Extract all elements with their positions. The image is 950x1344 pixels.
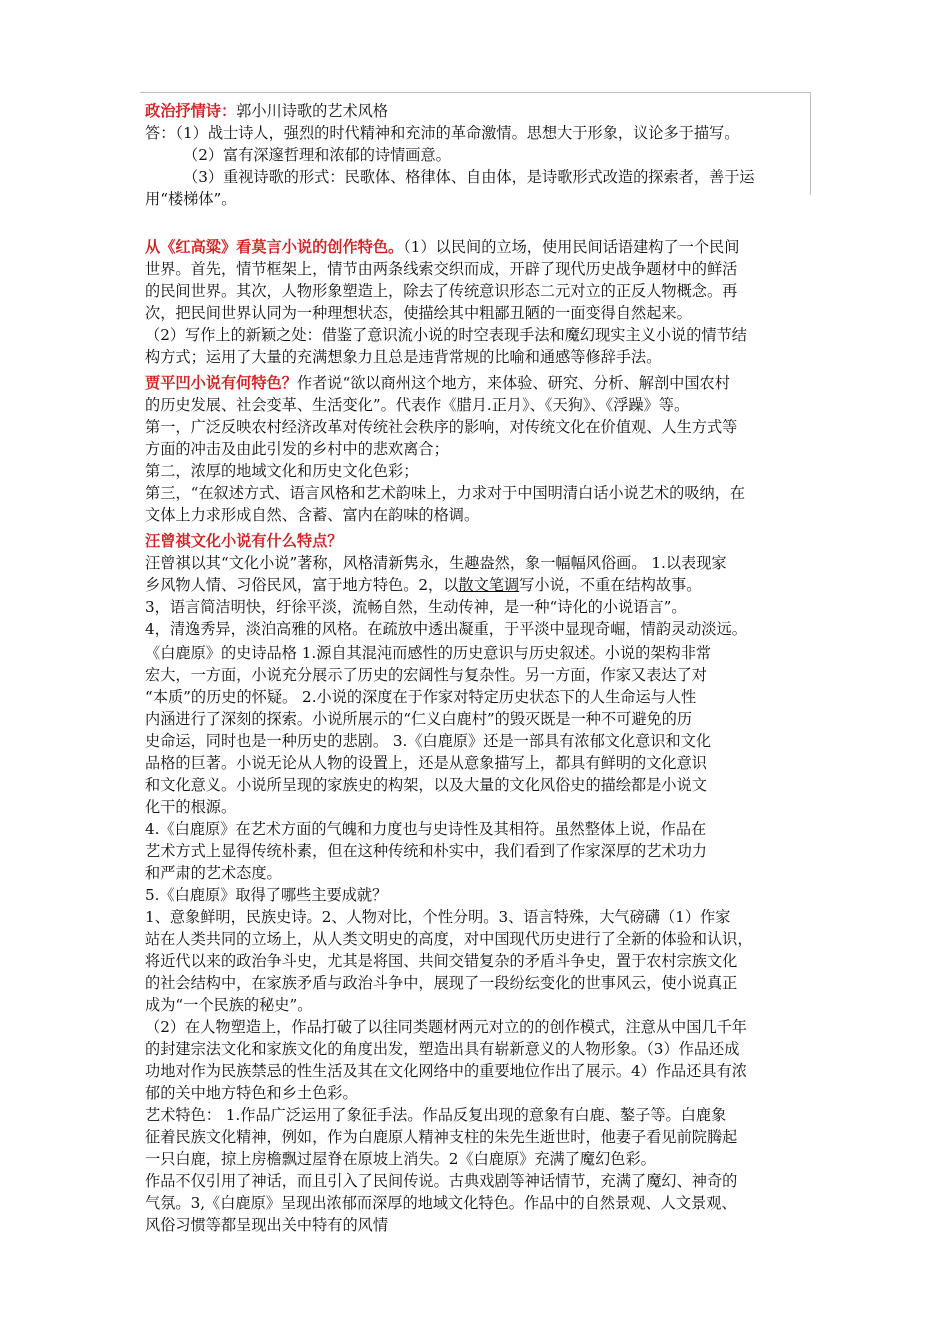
- section5-line: 艺术方式上显得传统朴素，但在这种传统和朴实中，我们看到了作家深厚的艺术功力: [145, 842, 707, 860]
- section3-line: 第三，“在叙述方式、语言风格和艺术韵味上，力求对于中国明清白话小说艺术的吸纳，在: [145, 484, 746, 502]
- section5-line: 品格的巨著。小说无论从人物的设置上，还是从意象描写上，都具有鲜明的文化意识: [145, 754, 707, 772]
- section4-underlined-term: 散文笔调: [458, 576, 520, 594]
- section5-line: 1、意象鲜明，民族史诗。2、人物对比，个性分明。3、语言特殊，大气磅礴（1）作家: [145, 908, 731, 926]
- section2-heading: [145, 236, 739, 258]
- section1-title: 政治抒情诗：: [145, 102, 237, 120]
- section5-line: 气氛。3,《白鹿原》呈现出浓郁而深厚的地域文化特色。作品中的自然景观、人文景观、: [145, 1194, 737, 1212]
- section3-line: 第一，广泛反映农村经济改革对传统社会秩序的影响，对传统文化在价值观、人生方式等: [145, 418, 738, 436]
- section3-title: 贾平凹小说有何特色？: [145, 374, 297, 392]
- section5-line: 化干的根源。: [145, 798, 237, 816]
- section1-title-rest: 郭小川诗歌的艺术风格: [236, 102, 388, 120]
- section2-line: 世界。首先，情节框架上，情节由两条线索交织而成，开辟了现代历史战争题材中的鲜活: [145, 260, 738, 278]
- section5-line: 郁的关中地方特色和乡土色彩。: [145, 1084, 358, 1102]
- section4-line2-part-a: 乡风物人情、习俗民风，富于地方特色。2，以: [145, 576, 459, 594]
- section5-line: 的社会结构中，在家族矛盾与政治斗争中，展现了一段纷纭变化的世事风云，使小说真正: [145, 974, 738, 992]
- section3-line: 的历史发展、社会变革、生活变化”。代表作《腊月.正月》、《天狗》、《浮躁》等。: [145, 396, 690, 414]
- section3-first-line-rest: 作者说“欲以商州这个地方，来体验、研究、分析、解剖中国农村: [296, 374, 730, 392]
- section5-line: 成为“一个民族的秘史”。: [145, 996, 313, 1014]
- section4-line: [145, 574, 701, 596]
- section1-line: 答：（1）战士诗人，强烈的时代精神和充沛的革命激情。思想大于形象，议论多于描写。: [145, 124, 740, 142]
- section5-line: 和文化意义。小说所呈现的家族史的构架，以及大量的文化风俗史的描绘都是小说文: [145, 776, 707, 794]
- section5-line: 的封建宗法文化和家族文化的角度出发，塑造出具有崭新意义的人物形象。（3）作品还成: [145, 1040, 740, 1058]
- section5-line: 史命运，同时也是一种历史的悲剧。 3.《白鹿原》还是一部具有浓郁文化意识和文化: [145, 732, 712, 750]
- section3-line: 第二，浓厚的地域文化和历史文化色彩；: [145, 462, 419, 480]
- section5-line: 宏大，一方面，小说充分展示了历史的宏阔性与复杂性。另一方面，作家又表达了对: [145, 666, 707, 684]
- section3-heading: [145, 372, 730, 394]
- section2-line: 次，把民间世界认同为一种理想状态，使描绘其中粗鄙丑陋的一面变得自然起来。: [145, 304, 692, 322]
- section5-line: 《白鹿原》的史诗品格 1.源自其混沌而感性的历史意识与历史叙述。小说的架构非常: [145, 644, 712, 662]
- section5-line: 征着民族文化精神，例如，作为白鹿原人精神支柱的朱先生逝世时，他妻子看见前院腾起: [145, 1128, 738, 1146]
- section5-line: 站在人类共同的立场上，从人类文明史的高度，对中国现代历史进行了全新的体验和认识，: [145, 930, 753, 948]
- section3-line: 方面的冲击及由此引发的乡村中的悲欢离合；: [145, 440, 449, 458]
- section5-line: 4.《白鹿原》在艺术方面的气魄和力度也与史诗性及其相符。虽然整体上说，作品在: [145, 820, 707, 838]
- section5-line: “本质”的历史的怀疑。 2.小说的深度在于作家对特定历史状态下的人生命运与人性: [145, 688, 697, 706]
- section5-line: 艺术特色： 1.作品广泛运用了象征手法。作品反复出现的意象有白鹿、鏊子等。白鹿象: [145, 1106, 727, 1124]
- section5-line: 和严肃的艺术态度。: [145, 864, 282, 882]
- section4-line: 3，语言简洁明快，纡徐平淡，流畅自然，生动传神，是一种“诗化的小说语言”。: [145, 598, 687, 616]
- section2-line: （2）写作上的新颖之处：借鉴了意识流小说的时空表现手法和魔幻现实主义小说的情节结: [145, 326, 747, 344]
- section5-line: 将近代以来的政治争斗史，尤其是将国、共间交错复杂的矛盾斗争史，置于农村宗族文化: [145, 952, 738, 970]
- section5-line: 一只白鹿，掠上房檐飘过屋脊在原坡上消失。2《白鹿原》充满了魔幻色彩。: [145, 1150, 656, 1168]
- section1-line: 用“楼梯体”。: [145, 190, 237, 208]
- section1-line: （3）重视诗歌的形式：民歌体、格律体、自由体，是诗歌形式改造的探索者，善于运: [183, 168, 755, 186]
- section1-line: （2）富有深邃哲理和浓郁的诗情画意。: [183, 146, 451, 164]
- section2-first-line-rest: （1）以民间的立场，使用民间话语建构了一个民间: [403, 238, 740, 256]
- section4-line: 汪曾祺以其“文化小说”著称，风格清新隽永，生趣盎然，象一幅幅风俗画。 1.以表现家: [145, 554, 727, 572]
- section5-line: 功地对作为民族禁忌的性生活及其在文化网络中的重要地位作出了展示。4）作品还具有浓: [145, 1062, 747, 1080]
- section4-line: 4，清逸秀异，淡泊高雅的风格。在疏放中透出凝重，于平淡中显现奇崛，情韵灵动淡远。: [145, 620, 747, 638]
- section5-line: 内涵进行了深刻的探索。小说所展示的“仁义白鹿村”的毁灭既是一种不可避免的历: [145, 710, 693, 728]
- section4-line2-part-b: 写小说，不重在结构故事。: [519, 576, 702, 594]
- section4-title: 汪曾祺文化小说有什么特点？: [145, 532, 343, 550]
- section2-line: 构方式；运用了大量的充满想象力且总是违背常规的比喻和通感等修辞手法。: [145, 348, 662, 366]
- section1-heading: [145, 100, 388, 122]
- section5-line: 作品不仅引用了神话，而且引入了民间传说。古典戏剧等神话情节，充满了魔幻、神奇的: [145, 1172, 738, 1190]
- section5-line: 风俗习惯等都呈现出关中特有的风情: [145, 1216, 388, 1234]
- section2-title: 从《红高粱》看莫言小说的创作特色。: [145, 238, 404, 256]
- section5-line: （2）在人物塑造上，作品打破了以往同类题材两元对立的的创作模式，注意从中国几千年: [145, 1018, 747, 1036]
- section3-line: 文体上力求形成自然、含蓄、富内在韵味的格调。: [145, 506, 480, 524]
- section2-line: 的民间世界。其次，人物形象塑造上，除去了传统意识形态二元对立的正反人物概念。再: [145, 282, 738, 300]
- section5-line: 5.《白鹿原》取得了哪些主要成就？: [145, 886, 388, 904]
